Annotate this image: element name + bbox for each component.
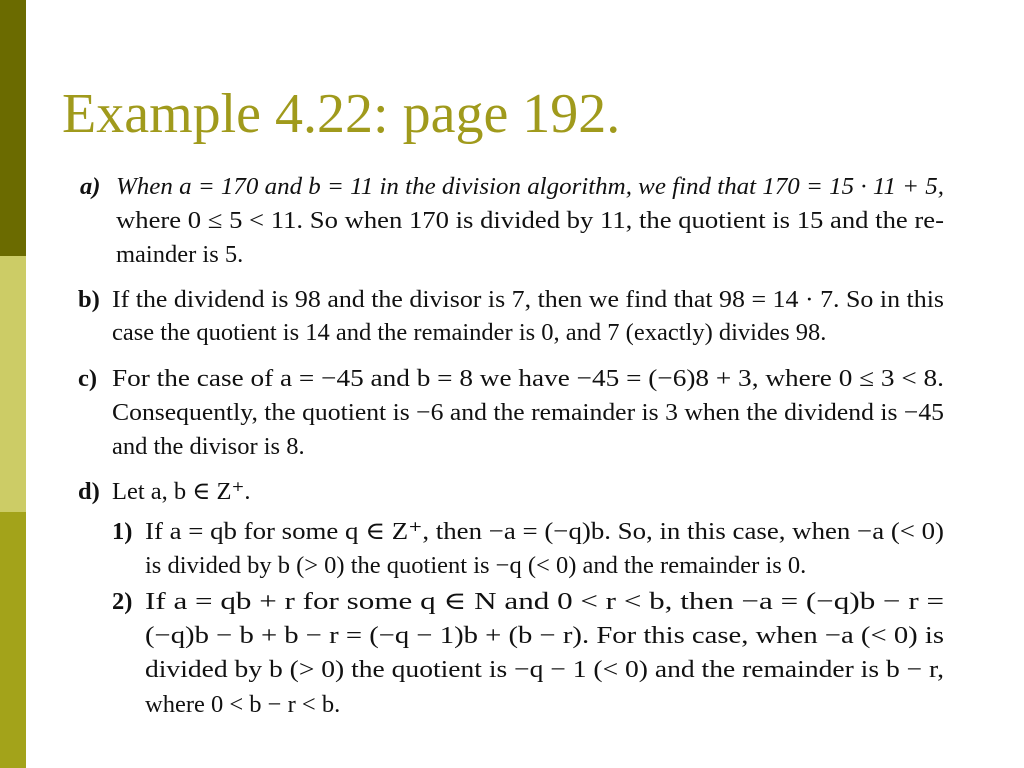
item-b-line-2: case the quotient is 14 and the remainder is 0, and 7 (exactly) divides 98. [112, 319, 827, 346]
item-a-line-3: mainder is 5. [116, 241, 244, 268]
subitem-2-label: 2) [112, 588, 133, 615]
item-d-label: d) [78, 478, 100, 505]
item-d-line-1: Let a, b ∈ Z⁺. [112, 478, 251, 505]
item-b-line-1: If the dividend is 98 and the divisor is 7, then we find that 98 = 14 · 7. So in this [112, 286, 944, 313]
slide-title: Example 4.22: page 192. [62, 83, 621, 145]
subitem-2-line-3: divided by b (> 0) the quotient is −q − 1 (< 0) and the remainder is b − r, [145, 656, 944, 683]
item-c-label: c) [78, 365, 98, 392]
item-c-line-2: Consequently, the quotient is −6 and the remainder is 3 when the dividend is −45 [112, 399, 944, 426]
subitem-1-line-1: If a = qb for some q ∈ Z⁺, then −a = (−q)b. So, in this case, when −a (< 0) [145, 518, 944, 545]
subitem-1-label: 1) [112, 518, 133, 545]
subitem-2-line-1: If a = qb + r for some q ∈ N and 0 < r < b, then −a = (−q)b − r = [145, 588, 944, 615]
item-a-line-2: where 0 ≤ 5 < 11. So when 170 is divided by 11, the quotient is 15 and the re- [116, 207, 944, 234]
item-a-line-1: When a = 170 and b = 11 in the division algorithm, we find that 170 = 15 · 11 + 5, [116, 173, 944, 200]
subitem-1-line-2: is divided by b (> 0) the quotient is −q (< 0) and the remainder is 0. [145, 552, 807, 579]
subitem-2-line-2: (−q)b − b + b − r = (−q − 1)b + (b − r). For this case, when −a (< 0) is [145, 622, 944, 649]
item-c-line-3: and the divisor is 8. [112, 433, 305, 460]
subitem-2-line-4: where 0 < b − r < b. [145, 691, 341, 718]
item-c-line-1: For the case of a = −45 and b = 8 we have −45 = (−6)8 + 3, where 0 ≤ 3 < 8. [112, 365, 944, 392]
item-b-label: b) [78, 286, 100, 313]
item-a-label: a) [80, 173, 101, 200]
